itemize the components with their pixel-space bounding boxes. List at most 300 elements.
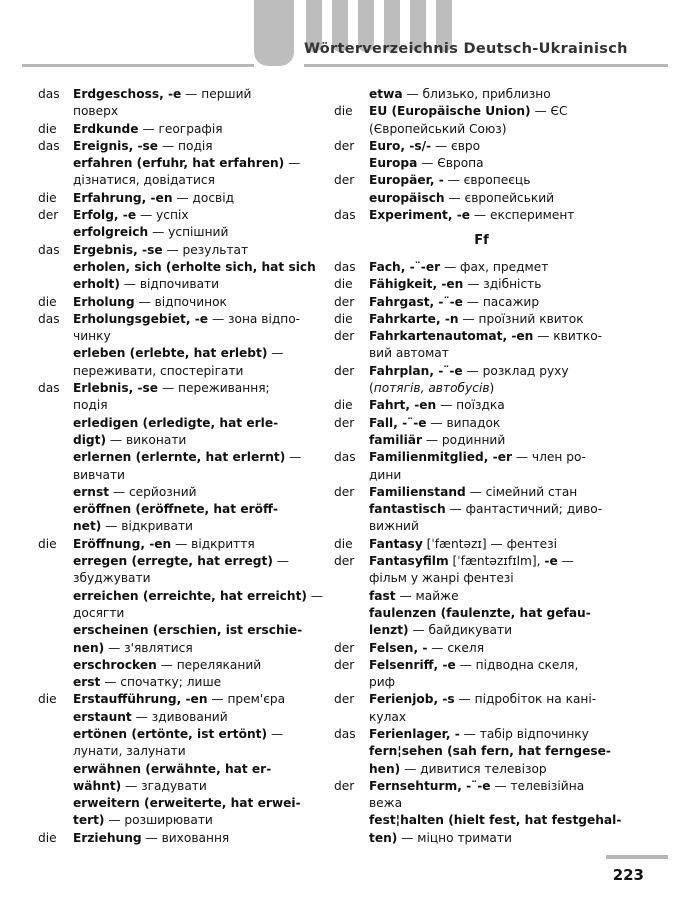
entry-text xyxy=(369,605,591,622)
dictionary-entry-line xyxy=(334,795,629,812)
entry-text xyxy=(73,674,221,691)
dictionary-entry-line xyxy=(38,311,333,328)
headword: Fach, -¨-er xyxy=(369,259,441,274)
article: die xyxy=(38,692,57,707)
entry-text xyxy=(369,830,512,847)
entry-text xyxy=(369,588,459,605)
article: die xyxy=(38,830,57,845)
dictionary-entry-line xyxy=(334,397,629,414)
article: das xyxy=(38,311,60,326)
translation: лунати, залунати xyxy=(73,744,186,759)
entry-text xyxy=(73,363,243,380)
entry-text xyxy=(369,103,568,120)
entry-text xyxy=(369,691,596,708)
entry-text xyxy=(369,761,547,778)
translation: [ˈfæntəzɪfɪlm], xyxy=(448,554,545,569)
headword: fest¦halten (hielt fest, hat festgehal- xyxy=(369,813,622,828)
dictionary-entry-line xyxy=(334,588,629,605)
entry-text xyxy=(369,570,514,587)
dictionary-entry-line xyxy=(334,518,629,535)
headword: erholen, sich (erholte sich, hat sich xyxy=(73,259,316,274)
headword: erregen (erregte, hat erregt) xyxy=(73,554,273,569)
headword: Fahrplan, -¨-e xyxy=(369,363,463,378)
translation: — xyxy=(267,726,284,741)
article: das xyxy=(334,208,356,223)
dictionary-entry-line xyxy=(38,795,333,812)
article: die xyxy=(334,104,353,119)
dictionary-entry-line xyxy=(334,622,629,639)
headword: erst xyxy=(73,675,101,690)
entry-text xyxy=(369,518,419,535)
article: der xyxy=(38,208,59,223)
translation: — зона відпо- xyxy=(208,311,301,326)
entry-text xyxy=(369,553,574,570)
entry-text xyxy=(369,121,506,138)
headword: Fantasyfilm xyxy=(369,554,449,569)
entry-text xyxy=(369,812,621,829)
translation: — розклад руху xyxy=(462,363,569,378)
header-rule-left xyxy=(22,64,254,67)
translation: — відпочинок xyxy=(134,294,227,309)
entry-text xyxy=(73,172,215,189)
dictionary-entry-line xyxy=(334,138,629,155)
article: der xyxy=(334,138,355,153)
translation: — експеримент xyxy=(470,208,575,223)
article: der xyxy=(334,657,355,672)
dictionary-entry-line xyxy=(334,691,629,708)
dictionary-entry-line xyxy=(38,657,333,674)
dictionary-entry-line xyxy=(334,311,629,328)
article: die xyxy=(334,536,353,551)
headword: hen) xyxy=(369,761,401,776)
headword: Erziehung xyxy=(73,830,142,845)
translation: — поїздка xyxy=(436,398,505,413)
article: die xyxy=(38,294,57,309)
dictionary-entry-line xyxy=(334,103,629,120)
translation: досягти xyxy=(73,605,125,620)
translation: — європеєць xyxy=(443,173,531,188)
entry-text xyxy=(73,622,302,639)
headword: etwa xyxy=(369,87,403,101)
dictionary-entry-line xyxy=(38,276,333,293)
translation: — квитко- xyxy=(533,329,603,344)
translation: — дивитися телевізор xyxy=(400,761,547,776)
translation: — xyxy=(272,554,289,569)
entry-text xyxy=(73,328,111,345)
dictionary-entry-line xyxy=(38,449,333,466)
headword: erweitern (erweiterte, hat erwei- xyxy=(73,796,301,811)
entry-text xyxy=(369,397,505,414)
translation: — табір відпочинку xyxy=(459,726,589,741)
headword: Fahrkartenautomat, -en xyxy=(369,329,534,344)
entry-text xyxy=(73,190,234,207)
entry-text xyxy=(73,86,251,103)
headword: Erholungsgebiet, -e xyxy=(73,311,209,326)
entry-text xyxy=(73,276,219,293)
dictionary-entry-line xyxy=(334,294,629,311)
translation: — переживання; xyxy=(158,381,270,396)
headword: erwähnen (erwähnte, hat er- xyxy=(73,761,272,776)
dictionary-entry-line xyxy=(334,259,629,276)
headword: Erlebnis, -se xyxy=(73,381,159,396)
translation: — xyxy=(284,156,301,171)
header-tab xyxy=(254,0,294,66)
translation: — результат xyxy=(162,242,249,257)
dictionary-entry-line xyxy=(38,363,333,380)
translation: — xyxy=(306,588,324,603)
headword: Felsenriff, -e xyxy=(369,657,456,672)
headword: erledigen (erledigte, hat erle- xyxy=(73,415,279,430)
translation: — фантастичний; диво- xyxy=(445,502,603,517)
entry-text xyxy=(369,743,611,760)
entry-text xyxy=(73,138,213,155)
article: das xyxy=(38,381,60,396)
article: die xyxy=(334,277,353,292)
entry-text xyxy=(369,795,402,812)
dictionary-entry-line xyxy=(38,415,333,432)
dictionary-entry-line xyxy=(38,121,333,138)
dictionary-entry-line xyxy=(334,674,629,691)
dictionary-entry-line xyxy=(38,830,333,847)
dictionary-entry-line xyxy=(334,553,629,570)
article: der xyxy=(334,484,355,499)
headword: erlernen (erlernte, hat erlernt) xyxy=(73,450,286,465)
dictionary-entry-line xyxy=(334,155,629,172)
translation: — розширювати xyxy=(104,813,213,828)
translation: потягів, автобусів xyxy=(373,381,490,396)
translation: дізнатися, довідатися xyxy=(73,173,215,188)
entry-text xyxy=(73,795,301,812)
headword: europäisch xyxy=(369,190,445,205)
dictionary-entry-line xyxy=(334,605,629,622)
entry-text xyxy=(73,415,278,432)
article: die xyxy=(38,121,57,136)
headword: fern¦sehen (sah fern, hat ferngese- xyxy=(369,744,611,759)
entry-text xyxy=(73,553,289,570)
translation: — здібність xyxy=(463,277,542,292)
translation: — байдикувати xyxy=(408,623,513,638)
dictionary-entry-line xyxy=(334,812,629,829)
headword: Erdgeschoss, -e xyxy=(73,87,182,101)
entry-text xyxy=(73,224,228,241)
dictionary-entry-line xyxy=(38,242,333,259)
entry-text xyxy=(73,259,316,276)
translation: — підводна скеля, xyxy=(455,657,579,672)
dictionary-entry-line xyxy=(334,172,629,189)
dictionary-entry-line xyxy=(334,432,629,449)
translation: — майже xyxy=(395,588,459,603)
dictionary-entry-line xyxy=(38,345,333,362)
translation: — перший xyxy=(181,87,252,101)
headword: familiär xyxy=(369,432,422,447)
translation: — ЄС xyxy=(530,104,568,119)
entry-text xyxy=(369,207,574,224)
dictionary-entry-line xyxy=(38,397,333,414)
article: die xyxy=(38,190,57,205)
translation: риф xyxy=(369,675,396,690)
translation: (Європейський Союз) xyxy=(369,121,507,136)
translation: — xyxy=(267,346,284,361)
entry-text xyxy=(369,311,584,328)
dictionary-entry-line xyxy=(38,294,333,311)
translation: — відкривати xyxy=(101,519,193,534)
headword: Ferienlager, - xyxy=(369,726,460,741)
headword: Familienmitglied, -er xyxy=(369,450,512,465)
dictionary-entry-line xyxy=(334,830,629,847)
headword: net) xyxy=(73,519,102,534)
headword: Erfahrung, -en xyxy=(73,190,173,205)
headword: Erdkunde xyxy=(73,121,139,136)
translation: — фах, предмет xyxy=(440,259,549,274)
dictionary-entry-line xyxy=(334,726,629,743)
dictionary-entry-line xyxy=(334,363,629,380)
entry-text xyxy=(369,380,494,397)
dictionary-entry-line xyxy=(334,778,629,795)
dictionary-entry-line xyxy=(334,467,629,484)
entry-text xyxy=(369,415,500,432)
dictionary-entry-line xyxy=(334,709,629,726)
headword: faulenzen (faulenzte, hat gefau- xyxy=(369,605,591,620)
headword: Fahrkarte, -n xyxy=(369,311,459,326)
translation: — згадувати xyxy=(121,778,207,793)
article: das xyxy=(38,87,60,101)
section-letter-heading: Ff xyxy=(474,233,489,249)
entry-text xyxy=(73,536,255,553)
headword: Fernsehturm, -¨-e xyxy=(369,778,491,793)
dictionary-entry-line xyxy=(38,172,333,189)
dictionary-entry-line xyxy=(334,449,629,466)
article: die xyxy=(334,311,353,326)
article: das xyxy=(334,726,356,741)
translation: — подія xyxy=(158,138,213,153)
dictionary-entry-line xyxy=(38,103,333,120)
dictionary-entry-line xyxy=(38,190,333,207)
dictionary-entry-line xyxy=(334,224,629,259)
headword: erholt) xyxy=(73,277,120,292)
translation: вижний xyxy=(369,519,419,534)
entry-text xyxy=(73,449,301,466)
article: der xyxy=(334,778,355,793)
translation: — сімейний стан xyxy=(465,484,578,499)
entry-text xyxy=(369,657,578,674)
entry-text xyxy=(369,294,539,311)
translation: чинку xyxy=(73,329,111,344)
headword: erreichen (erreichte, hat erreicht) xyxy=(73,588,307,603)
dictionary-entry-line xyxy=(38,726,333,743)
translation: — Європа xyxy=(417,156,484,171)
translation: переживати, спостерігати xyxy=(73,363,244,378)
translation: ) xyxy=(489,381,495,396)
dictionary-entry-line xyxy=(334,415,629,432)
headword: erstaunt xyxy=(73,709,132,724)
headword: wähnt) xyxy=(73,778,122,793)
entry-text xyxy=(73,121,223,138)
entry-text xyxy=(369,709,406,726)
entry-text xyxy=(369,449,586,466)
article: der xyxy=(334,173,355,188)
article: der xyxy=(334,329,355,344)
translation: [ˈfæntəzɪ] — фентезі xyxy=(422,536,557,551)
dictionary-entry-line xyxy=(38,588,333,605)
headword: Ereignis, -se xyxy=(73,138,159,153)
headword: -e xyxy=(544,554,558,569)
dictionary-entry-line xyxy=(38,259,333,276)
entry-text xyxy=(73,761,271,778)
entry-text xyxy=(73,518,193,535)
dictionary-entry-line xyxy=(38,812,333,829)
translation: дини xyxy=(369,467,402,482)
translation: — серйозний xyxy=(109,484,197,499)
headword: lenzt) xyxy=(369,623,409,638)
dictionary-entry-line xyxy=(38,674,333,691)
entry-text xyxy=(369,726,589,743)
entry-text xyxy=(369,536,557,553)
headword: nen) xyxy=(73,640,105,655)
headword: Fahrgast, -¨-e xyxy=(369,294,463,309)
article: das xyxy=(334,450,356,465)
entry-text xyxy=(73,432,186,449)
entry-text xyxy=(369,155,484,172)
entry-text xyxy=(369,622,512,639)
entry-text xyxy=(73,605,124,622)
dictionary-entry-line xyxy=(38,432,333,449)
entry-text xyxy=(73,155,300,172)
dictionary-entry-line xyxy=(38,778,333,795)
translation: фільм у жанрі фентезі xyxy=(369,571,514,586)
headword: Erstaufführung, -en xyxy=(73,692,208,707)
dictionary-entry-line xyxy=(38,155,333,172)
headword: Europa xyxy=(369,156,418,171)
translation: — пасажир xyxy=(462,294,540,309)
translation: — підробіток на кані- xyxy=(454,692,597,707)
entry-text xyxy=(369,328,602,345)
translation: — близько, приблизно xyxy=(402,87,551,101)
translation: — телевізійна xyxy=(490,778,585,793)
dictionary-entry-line xyxy=(334,345,629,362)
dictionary-entry-line xyxy=(334,536,629,553)
dictionary-entry-line xyxy=(334,328,629,345)
headword: erfolgreich xyxy=(73,225,149,240)
entry-text xyxy=(369,172,530,189)
headword: Erholung xyxy=(73,294,135,309)
translation: — євро xyxy=(431,138,481,153)
entry-text xyxy=(369,345,449,362)
translation: — прем'єра xyxy=(207,692,286,707)
headword: Fall, -¨-e xyxy=(369,415,427,430)
headword: Ergebnis, -se xyxy=(73,242,163,257)
dictionary-entry-line xyxy=(334,380,629,397)
headword: fast xyxy=(369,588,396,603)
entry-text xyxy=(73,397,108,414)
translation: кулах xyxy=(369,709,407,724)
headword: Experiment, -e xyxy=(369,208,471,223)
entry-text xyxy=(73,501,278,518)
dictionary-entry-line xyxy=(38,138,333,155)
dictionary-entry-line xyxy=(38,761,333,778)
headword: Fahrt, -en xyxy=(369,398,437,413)
dictionary-entry-line xyxy=(334,743,629,760)
page-header-title: Wörterverzeichnis Deutsch-Ukrainisch xyxy=(304,41,628,57)
entry-text xyxy=(369,432,505,449)
translation: вий автомат xyxy=(369,346,449,361)
dictionary-entry-line xyxy=(38,484,333,501)
translation: — виховання xyxy=(141,830,230,845)
entry-text xyxy=(73,640,193,657)
entry-text xyxy=(73,103,118,120)
entry-text xyxy=(369,778,584,795)
entry-text xyxy=(73,691,285,708)
dictionary-entry-line xyxy=(38,553,333,570)
entry-text xyxy=(73,380,270,397)
entry-text xyxy=(369,501,602,518)
dictionary-entry-line xyxy=(334,86,629,103)
entry-text xyxy=(369,467,401,484)
headword: tert) xyxy=(73,813,105,828)
headword: Euro, -s/- xyxy=(369,138,432,153)
translation: — успіх xyxy=(136,208,189,223)
translation: — успішний xyxy=(148,225,229,240)
translation: поверх xyxy=(73,104,119,119)
left-column xyxy=(38,86,333,847)
headword: erschrocken xyxy=(73,657,157,672)
entry-text xyxy=(73,657,261,674)
dictionary-entry-line xyxy=(334,276,629,293)
entry-text xyxy=(73,207,189,224)
headword: Familienstand xyxy=(369,484,466,499)
entry-text xyxy=(73,311,300,328)
entry-text xyxy=(73,726,283,743)
dictionary-entry-line xyxy=(38,640,333,657)
dictionary-entry-line xyxy=(38,380,333,397)
dictionary-entry-line xyxy=(38,501,333,518)
entry-text xyxy=(369,640,484,657)
dictionary-entry-line xyxy=(38,518,333,535)
headword: erleben (erlebte, hat erlebt) xyxy=(73,346,268,361)
entry-text xyxy=(73,570,151,587)
entry-text xyxy=(73,345,283,362)
entry-text xyxy=(73,588,323,605)
dictionary-entry-line xyxy=(38,328,333,345)
headword: ertönen (ertönte, ist ertönt) xyxy=(73,726,268,741)
dictionary-entry-line xyxy=(38,224,333,241)
headword: eröffnen (eröffnete, hat eröff- xyxy=(73,502,278,517)
article: der xyxy=(334,692,355,707)
entry-text xyxy=(369,363,569,380)
headword: digt) xyxy=(73,432,107,447)
dictionary-entry-line xyxy=(38,536,333,553)
translation: — європейський xyxy=(444,190,555,205)
dictionary-entry-line xyxy=(38,86,333,103)
article: der xyxy=(334,363,355,378)
headword: erfahren (erfuhr, hat erfahren) xyxy=(73,156,285,171)
entry-text xyxy=(73,294,227,311)
translation: — відпочивати xyxy=(119,277,220,292)
headword: Fähigkeit, -en xyxy=(369,277,464,292)
entry-text xyxy=(369,674,395,691)
translation: — відкриття xyxy=(171,536,255,551)
footer-rule xyxy=(606,855,668,859)
translation: — міцно тримати xyxy=(397,830,512,845)
translation: — родинний xyxy=(422,432,506,447)
translation: — виконати xyxy=(106,432,187,447)
entry-text xyxy=(369,259,548,276)
headword: Eröffnung, -en xyxy=(73,536,172,551)
translation: — випадок xyxy=(426,415,501,430)
headword: fantastisch xyxy=(369,502,446,517)
translation: збуджувати xyxy=(73,571,151,586)
translation: — xyxy=(557,554,574,569)
translation: — досвід xyxy=(172,190,235,205)
